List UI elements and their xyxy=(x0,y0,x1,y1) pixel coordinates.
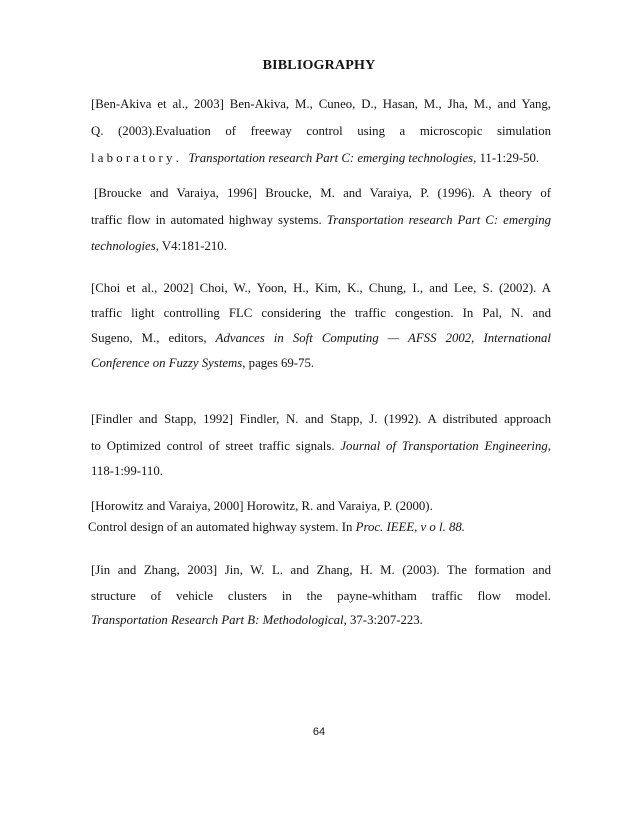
reference-line: [Findler and Stapp, 1992] Findler, N. and Stapp, J. (1992). A distributed approach xyxy=(91,412,551,426)
journal-title: Journal of Transportation Engineering xyxy=(340,439,548,453)
page-title: BIBLIOGRAPHY xyxy=(262,58,376,73)
reference-line: [Horowitz and Varaiya, 2000] Horowitz, R. and Varaiya, P. (2000). xyxy=(91,499,433,513)
reference-line: Q. (2003).Evaluation of freeway control using a microscopic simulation xyxy=(91,124,551,138)
reference-line xyxy=(91,611,551,629)
reference-text: , xyxy=(547,439,551,453)
reference-line xyxy=(91,211,551,229)
reference-text: , V4:181-210. xyxy=(155,239,227,253)
journal-title: Proc. IEEE, v o l. 88. xyxy=(355,520,465,534)
reference-line: [Jin and Zhang, 2003] Jin, W. L. and Zhang, H. M. (2003). The formation and xyxy=(91,563,551,577)
reference-text: l a b o r a t o r y . xyxy=(91,151,179,165)
journal-title: Transportation research Part C: emerging technologies xyxy=(188,151,474,165)
reference-line xyxy=(88,518,551,536)
reference-line: [Broucke and Varaiya, 1996] Broucke, M. and Varaiya, P. (1996). A theory of xyxy=(94,186,551,200)
reference-line xyxy=(91,237,551,255)
journal-title: Transportation research Part C: emerging xyxy=(326,213,551,227)
reference-line xyxy=(91,437,551,455)
reference-line xyxy=(91,329,551,347)
page-number: 64 xyxy=(312,726,326,738)
reference-text: traffic flow in automated highway systems. xyxy=(91,213,322,227)
reference-text: , 37-3:207-223. xyxy=(343,613,423,627)
reference-text: , pages 69-75. xyxy=(242,356,315,370)
book-title: Advances in Soft Computing — AFSS 2002, International xyxy=(215,331,551,345)
journal-title: technologies xyxy=(91,239,156,253)
reference-line: [Choi et al., 2002] Choi, W., Yoon, H., Kim, K., Chung, I., and Lee, S. (2002). A xyxy=(91,281,551,295)
reference-text: , 11-1:29-50. xyxy=(473,151,540,165)
reference-line: 118-1:99-110. xyxy=(91,464,163,478)
reference-line: [Ben-Akiva et al., 2003] Ben-Akiva, M., Cuneo, D., Hasan, M., Jha, M., and Yang, xyxy=(91,97,551,111)
reference-text: to Optimized control of street traffic signals. xyxy=(91,439,335,453)
reference-text: Sugeno, M., editors, xyxy=(91,331,207,345)
reference-line xyxy=(91,149,551,167)
reference-text: Control design of an automated highway system. In xyxy=(88,520,353,534)
reference-line: structure of vehicle clusters in the payne-whitham traffic flow model. xyxy=(91,589,551,603)
journal-title: Transportation Research Part B: Methodological xyxy=(91,613,344,627)
reference-line: traffic light controlling FLC considering the traffic congestion. In Pal, N. and xyxy=(91,306,551,320)
reference-line xyxy=(91,354,551,372)
book-title: Conference on Fuzzy Systems xyxy=(91,356,243,370)
